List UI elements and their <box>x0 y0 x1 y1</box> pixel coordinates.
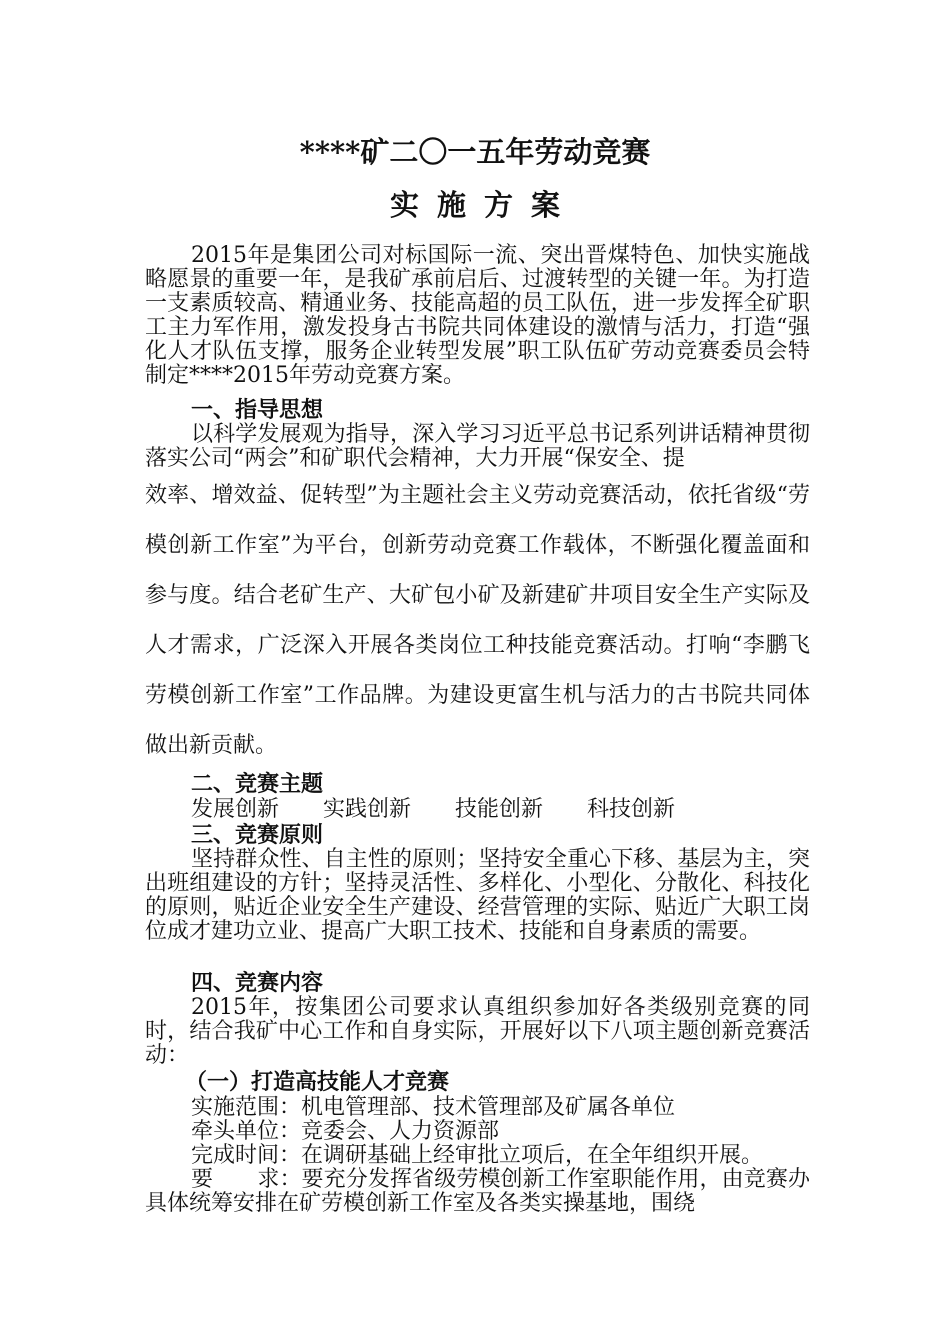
theme-item: 发展创新 <box>191 797 280 822</box>
section-heading-theme: 二、竞赛主题 <box>191 771 324 797</box>
deadline-line: 完成时间：在调研基础上经审批立项后，在全年组织开展。 <box>191 1143 764 1168</box>
section-heading-guiding-ideology: 一、指导思想 <box>191 397 324 423</box>
theme-item: 技能创新 <box>455 797 544 822</box>
scope-line: 实施范围：机电管理部、技术管理部及矿属各单位 <box>191 1095 676 1120</box>
section-3 <box>145 822 810 944</box>
theme-list <box>145 797 810 823</box>
section-1-body-block <box>145 471 810 771</box>
section-2 <box>145 771 810 823</box>
section-3-paragraph: 坚持群众性、自主性的原则；坚持安全重心下移、基层为主，突出班组建设的方针；坚持灵活性、多样化、小型化、分散化、科技化的原则，贴近企业安全生产建设、经营管理的实际、贴近广大职工岗位成才建功立业、提高广大职工技术、技能和自身素质的需要。 <box>145 847 810 944</box>
section-4-paragraph: 2015年，按集团公司要求认真组织参加好各类级别竞赛的同时，结合我矿中心工作和自身实际，开展好以下八项主题创新竞赛活动： <box>145 995 810 1068</box>
section-1-paragraph: 效率、增效益、促转型”为主题社会主义劳动竞赛活动，依托省级“劳模创新工作室”为平台，创新劳动竞赛工作载体，不断强化覆盖面和参与度。结合老矿生产、大矿包小矿及新建矿井项目安全生产实际及人才需求，广泛深入开展各类岗位工种技能竞赛活动。打响“李鹏飞劳模创新工作室”工作品牌。为建设更富生机与活力的古书院共同体做出新贡献。 <box>145 483 810 758</box>
section-heading-content: 四、竞赛内容 <box>191 970 324 996</box>
document-title: ****矿二〇一五年劳动竞赛 <box>299 135 651 169</box>
theme-item: 实践创新 <box>323 797 412 822</box>
document-subtitle: 实施方案 <box>389 188 578 222</box>
intro-block <box>145 244 810 388</box>
theme-item: 科技创新 <box>587 797 676 822</box>
intro-paragraph: 2015年是集团公司对标国际一流、突出晋煤特色、加快实施战略愿景的重要一年，是我矿承前启后、过渡转型的关键一年。为打造一支素质较高、精通业务、技能高超的员工队伍，进一步发挥全矿职工主力军作用，激发投身古书院共同体建设的激情与活力，打造“强化人才队伍支撑，服务企业转型发展”职工队伍矿劳动竞赛委员会特制定****2015年劳动竞赛方案。 <box>145 243 810 388</box>
section-heading-principles: 三、竞赛原则 <box>191 822 324 848</box>
requirements-paragraph: 要 求：要充分发挥省级劳模创新工作室职能作用，由竞赛办具体统筹安排在矿劳模创新工作室及各类实操基地，围绕 <box>145 1167 810 1216</box>
subsection-heading-high-skill: （一）打造高技能人才竞赛 <box>185 1069 450 1095</box>
section-1 <box>145 397 810 471</box>
section-4 <box>145 970 810 1216</box>
lead-unit-line: 牵头单位：竞委会、人力资源部 <box>191 1119 500 1144</box>
section-1-first-lines: 以科学发展观为指导，深入学习习近平总书记系列讲话精神贯彻落实公司“两会”和矿职代会精神，大力开展“保安全、提 <box>145 422 810 471</box>
